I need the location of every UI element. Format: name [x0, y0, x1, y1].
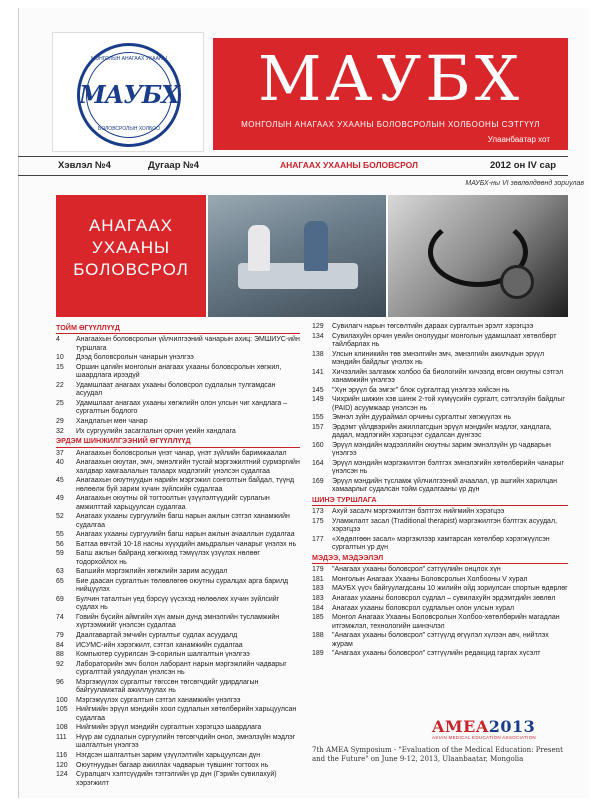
toc-list	[312, 508, 568, 552]
toc-entry	[312, 323, 568, 331]
toc-entry	[56, 651, 300, 659]
toc-entry	[312, 460, 568, 477]
toc-entry-title: Говийн бүсийн аймгийн хүн амын дунд эмнэлгийн тусламжийн хүртээмжийг үнэлсэн судалгаа	[76, 613, 280, 630]
toc-page-number: 149	[312, 396, 324, 404]
stethoscope-bell	[500, 265, 534, 299]
toc-page-number: 145	[312, 386, 324, 394]
toc-page-number: 108	[56, 724, 68, 732]
toc-entry-title: Нүүр ам судлалын сургуулийн төгсөгчдийн онол, эмнэлзүйн мэдлэг шалгалтын үнэлгээ	[76, 733, 296, 750]
toc-page-number: 179	[312, 566, 324, 574]
toc-entry-title: Улсын клиникийн төв эмнэлгийн эмч, эмнэлгийн ажилчдын эрүүл мэндийн байдлыг үнэлэх нь	[332, 350, 545, 366]
toc-page-number: 88	[56, 651, 64, 659]
amea-logo	[432, 717, 535, 736]
banner-title-block	[56, 195, 206, 317]
toc-page-number: 49	[56, 495, 64, 503]
doctor-figure	[248, 225, 270, 271]
toc-entry-title: Ахуй засалч мэргэжилтэн бэлтгэх нийгмийн хэрэгцээ	[332, 508, 505, 516]
toc-entry-title: Анагаах ухааны боловсрол судлал – сувилахуйн эрдэмтдийн зөвлөл	[332, 594, 556, 602]
toc-page-number: 74	[56, 613, 64, 621]
toc-entry-title: Багшийн мэргэжлийн хөгжлийн зарим асуудал	[76, 568, 228, 576]
toc-entry-title: Чихрийн шижин хэв шинж 2-той хүмүүсийн сургалт, сэтгэлзүйн байдлыг (PAID) асуумжаар үнэлсэн нь	[332, 396, 565, 412]
toc-entry	[56, 614, 300, 631]
toc-entry	[312, 595, 568, 603]
toc-entry-title: Анагаахын боловсролын үйлчилгээний чанарын ахиц: ЭМШИУС-ийн туршлага	[76, 336, 300, 352]
toc-entry-title: Булчин таталтын үед бэрсүү үүсэхэд нөлөөлөх хүчин зүйлсийг судлах нь	[76, 595, 280, 612]
toc-entry	[56, 578, 300, 595]
toc-page-number: 129	[312, 323, 324, 330]
toc-page-number: 37	[56, 449, 64, 457]
toc-page-number: 189	[312, 650, 324, 658]
toc-entry-title: Лабораторийн эмч болон лаборант нарын мэргэжлийн чадварыг сургалттай уялдуулан үнэлсэн нь	[76, 660, 287, 677]
toc-entry	[56, 642, 300, 650]
toc-page-number: 55	[56, 531, 64, 539]
toc-entry	[312, 396, 568, 413]
toc-entry-title: Анагаах ухааны сургуулийн багш нарын ажлын ачааллын судалгаа	[76, 531, 295, 539]
toc-entry	[56, 354, 300, 362]
toc-entry-title: Сувилагч нарын төгсөлтийн дараах сургалтын эрэлт хэрэгцээ	[332, 323, 534, 330]
toc-entry-title: Удамшлаат анагаах ухааны боловсрол судлалын тулгамдсан асуудал	[76, 382, 276, 398]
toc-page-number: 4	[56, 336, 60, 344]
toc-entry-title: Эмнэл зүйн дуураймал орчины сургалтыг хөгжүүлэх нь	[332, 414, 512, 422]
toc-page-number: 155	[312, 414, 324, 422]
toc-list	[56, 450, 300, 788]
toc-page-number: 185	[312, 614, 324, 622]
journal-city: Улаанбаатар хот	[487, 135, 550, 144]
toc-entry	[312, 387, 568, 395]
toc-entry	[56, 706, 300, 723]
toc-entry-title: Нийгмийн эрүүл мэндийн сургалтын хэрэгцээ шаардлага	[76, 724, 262, 732]
toc-page-number: 188	[312, 632, 324, 640]
toc-page-number: 160	[312, 441, 324, 449]
toc-entry	[312, 424, 568, 441]
toc-entry	[56, 734, 300, 751]
toc-entry	[56, 428, 300, 436]
toc-entry	[56, 450, 300, 458]
amea-announcement	[312, 717, 568, 775]
toc-page-number: 124	[56, 771, 68, 779]
toc-list	[312, 566, 568, 658]
issue-theme: АНАГААХ УХААНЫ БОЛОВСРОЛ	[280, 160, 419, 170]
toc-entry-title: Мэргэжүүлэх сургалтыг төгссөн төгсөгчдийг удирдлагын байгууламжтай ажиллуулах нь	[76, 678, 259, 695]
toc-page-number: 96	[56, 678, 64, 686]
toc-page-number: 164	[312, 459, 324, 467]
toc-entry-title: Бие даасан сургалтын төлөвлөгөө оюутны суралцах арга барилд нийцүүлэх	[76, 577, 289, 594]
toc-entry	[312, 351, 568, 368]
issue-volume: Хэвлэл №4	[58, 160, 111, 171]
toc-entry	[56, 661, 300, 678]
toc-entry	[312, 566, 568, 574]
toc-entry-title: "Хүн эрүүл ба эмгэг" блок сургалтад үнэлгээ хийсэн нь	[332, 386, 510, 394]
issue-bar	[18, 156, 568, 176]
toc-list	[312, 323, 568, 495]
toc-page-number: 32	[56, 427, 64, 435]
toc-page-number: 120	[56, 761, 68, 769]
toc-page-number: 175	[312, 517, 324, 525]
toc-entry	[312, 369, 568, 386]
stethoscope-photo	[388, 195, 568, 317]
toc-entry	[312, 414, 568, 422]
toc-entry	[312, 650, 568, 658]
toc-entry	[56, 400, 300, 417]
toc-entry-title: "Анагаах ухааны боловсрол" сэтгүүлийн редакцид гаргах хүсэлт	[332, 650, 541, 658]
toc-entry-title: Уламжлалт засал (Traditional therapist) мэргэжилтэн бэлтгэх асуудал, хэрэгцээ	[332, 517, 557, 534]
toc-page-number: 69	[56, 595, 64, 603]
seal-word: МАУБХ	[79, 80, 179, 109]
toc-entry	[56, 541, 300, 549]
toc-entry	[56, 724, 300, 732]
toc-page-number: 56	[56, 540, 64, 548]
masthead	[213, 38, 568, 150]
section-rule	[312, 505, 568, 506]
toc-entry-title: Эрдэмт үйлдвэрийн ажиллагсдын эрүүл мэндийн мэдлэг, хандлага, дадал, мэдлэгийн хэрэгцээг судалсан дүнгээс	[332, 423, 552, 440]
seal-arc-bottom: БОЛОВСРОЛЫН ХОЛБОО	[97, 126, 161, 132]
toc-entry-title: Суралцагч хэлтсүүдийн тэтгэлгийн үр дүн (Гэрийн сувилахуй) хэрэгжилт	[76, 771, 277, 787]
toc-entry	[312, 518, 568, 535]
toc-entry-title: Дээд боловсролын чанарын үнэлгээ	[76, 354, 194, 362]
amea-association: ASIAN MEDICAL EDUCATION ASSOCIATION	[432, 735, 536, 740]
toc-entry	[56, 568, 300, 576]
section-rule	[56, 333, 300, 334]
toc-entry	[56, 513, 300, 530]
toc-entry	[56, 550, 300, 567]
amea-year: 2013	[488, 717, 536, 736]
toc-entry-title: Эрүүл мэндийн мэдээллийн оюутны зарим эмнэлзүйн ур чадварын үнэлгээ	[332, 441, 551, 458]
toc-entry-title: Сувилахуйн орчин үеийн онолуудыг монголын удамшлаат хөтөлбөрт тайлбарлах нь	[332, 332, 557, 348]
toc-entry	[56, 697, 300, 705]
toc-left-column	[56, 323, 300, 789]
toc-entry	[312, 478, 568, 495]
toc-entry-title: Хандлагын мөн чанар	[76, 418, 148, 425]
toc-page-number: 100	[56, 696, 68, 704]
section-heading: ЭРДЭМ ШИНЖИЛГЭЭНИЙ ӨГҮҮЛЛҮҮД	[56, 436, 191, 446]
toc-page-number: 181	[312, 575, 324, 583]
toc-page-number: 183	[312, 585, 324, 593]
issue-number: Дугаар №4	[148, 160, 200, 171]
toc-page-number: 184	[312, 604, 324, 612]
toc-entry	[56, 771, 300, 788]
toc-entry-title: Оршин цагийн монголын анагаах ухааны боловсролын хөгжил, шаардлага ирээдүй	[76, 364, 282, 380]
toc-entry-title: Анагаах ухааны сургуулийн багш нарын ажлын сэтгэл ханамжийн судалгаа	[76, 513, 290, 529]
toc-page-number: 59	[56, 550, 64, 558]
maubh-seal-logo	[77, 43, 181, 147]
toc-entry-title: Мэргэжүүлэх сургалтын сэтгэл ханамжийн үнэлгээ	[76, 696, 241, 704]
toc-entry	[56, 531, 300, 539]
toc-page-number: 169	[312, 477, 324, 485]
toc-entry	[56, 459, 300, 476]
dedication-note: МАУБХ-ны VI зөвлөлдөөнд зориулав	[465, 180, 584, 187]
toc-entry-title: Анагаахын боловсролын үнэт чанар, үнэт зүйлийн баримжаалал	[76, 449, 287, 457]
toc-page-number: 63	[56, 568, 64, 576]
toc-list	[56, 336, 300, 436]
toc-entry-title: МАУБХ үүсч байгуулагдсаны 10 жилийн ойд зориулсан спортын өдөрлөг	[332, 585, 568, 593]
toc-page-number: 116	[56, 751, 68, 759]
toc-page-number: 183	[312, 594, 324, 602]
toc-page-number: 15	[56, 364, 64, 371]
toc-entry	[312, 632, 568, 649]
toc-entry	[56, 495, 300, 512]
logo-box	[52, 32, 204, 152]
toc-entry-title: Монголын Анагаах Ухааны Боловсролын Холбооны V хурал	[332, 575, 528, 583]
section-rule	[312, 563, 568, 564]
banner-line-1: АНАГААХ	[88, 216, 174, 235]
toc-page-number: 173	[312, 508, 324, 516]
toc-entry	[312, 333, 568, 350]
toc-page-number: 105	[56, 706, 68, 714]
toc-entry-title: Оюутнуудын багаар ажиллах чадварын түвшинг тогтоох нь	[76, 761, 269, 769]
toc-entry-title: Компьютер суурилсан Э-сорилын шалгалтын үнэлгээ	[76, 651, 250, 659]
toc-entry-title: Удамшлаат анагаах ухааны хөгжлийн олон улсын чиг хандлага – сургалтын бодлого	[76, 400, 288, 416]
toc-entry	[56, 364, 300, 381]
toc-page-number: 92	[56, 660, 64, 668]
toc-entry	[56, 679, 300, 696]
nurse-figure	[304, 221, 328, 271]
toc-entry-title: Анагаах ухааны боловсрол судлалын олон улсын хурал	[332, 604, 515, 612]
toc-entry	[312, 536, 568, 553]
banner-line-2: УХААНЫ	[91, 238, 171, 257]
toc-page-number: 84	[56, 641, 64, 649]
toc-entry	[312, 614, 568, 631]
toc-page-number: 45	[56, 477, 64, 485]
toc-entry-title: Их сургуулийн засаглалын орчин үеийн хандлага	[76, 427, 236, 435]
hospital-photo	[208, 195, 386, 317]
toc-page-number: 25	[56, 400, 64, 407]
toc-entry-title: Нэгдсэн шалгалтын зарим үзүүлэлтийн харьцуулсан дүн	[76, 751, 261, 759]
issue-date: 2012 он IV сар	[489, 160, 556, 171]
cover-banner	[56, 195, 568, 317]
toc-page-number: 177	[312, 535, 324, 543]
toc-page-number: 138	[312, 350, 324, 358]
toc-page-number: 10	[56, 354, 64, 362]
amea-name: AMEA	[432, 717, 489, 736]
toc-page-number: 141	[312, 368, 324, 376]
toc-entry-title: "Анагаах ухааны боловсрол" сэтгүүлийн онцлох хүн	[332, 566, 501, 574]
toc-entry-title: Анагаахын оюутан, эмч, эмнэлгийн тусгай мэргэжилтний сурмэргийн халдвар хамгаалалын талаарх мэдлэгийг үнэлсэн судалгаа	[76, 459, 300, 475]
toc-entry	[56, 752, 300, 760]
section-heading: ШИНЭ ТУРШЛАГА	[312, 494, 377, 504]
toc-page-number: 22	[56, 382, 64, 389]
toc-entry	[312, 508, 568, 516]
toc-page-number: 157	[312, 423, 324, 431]
toc-entry-title: Даалгавартай эмчийн сургалтыг судлах асуудалд	[76, 631, 238, 639]
toc-entry-title: Эрүүл мэндийн түсламж үйлчилгээний ачаалал, үр ашгийн харилцан хамаарлыг судалсан тойм судалгааны үр дүн	[332, 477, 557, 494]
toc-entry	[56, 418, 300, 426]
toc-entry-title: Хичээлийн залгамж холбоо ба биологийн хичээлд өгсөн оюутны сэтгэл ханамжийн үнэлгээ	[332, 368, 564, 384]
toc-entry-title: Монгол Анагаах Ухааны Боловсролын Холбоо-хөтөлбөрийн магадлан итгэмжлэл, технологийн шинэчлэл	[332, 614, 560, 630]
toc-page-number: 29	[56, 418, 64, 425]
toc-page-number: 134	[312, 332, 324, 340]
toc-entry	[56, 632, 300, 640]
banner-line-3: БОЛОВСРОЛ	[73, 260, 189, 279]
toc-entry-title: Багш ажлын байранд хөгжихөд тэмүүлэх үзүүлэх нөлөөг тодорхойлох нь	[76, 550, 260, 566]
toc-entry-title: «Хөдөлгөөн засал» мэргэжлээр хамтарсан хөтөлбөр хэрэгжүүлсэн сургалтын үр дүн	[332, 535, 550, 552]
toc-page-number: 111	[56, 733, 67, 741]
toc-page-number: 65	[56, 577, 64, 585]
toc-entry-title: Анагаахын оюутны ой тогтоолтын үзүүлэлтүүдийг сурлагын амжилттай харьцуулсан судалгаа	[76, 495, 270, 511]
toc-page-number: 52	[56, 513, 64, 521]
toc-entry	[56, 762, 300, 770]
amea-event-text: 7th AMEA Symposium - "Evaluation of the Medical Education: Present and the Future" on June 9-12, 2013, Ulaanbaatar, Mongolia	[312, 746, 563, 763]
toc-page-number: 79	[56, 631, 64, 639]
toc-entry-title: Нийгмийн эрүүл мэндийн хоол судлалын хөтөлбөрийн харьцуулсан судалгаа	[76, 706, 297, 722]
toc-entry	[312, 442, 568, 459]
toc-entry-title: Анагаахын оюутнуудын нарийн мэргэжил сонголтын байдал, түүнд нөлөөлж буй зарим хүчин зүйлсийн судалгаа	[76, 477, 295, 493]
toc-entry	[56, 336, 300, 353]
journal-title: МАУБХ	[258, 42, 523, 115]
toc-entry-title: Батгаа өвчтэй 10-18 насны хүүхдийн амьдралын чанарыг үнэлэх нь	[76, 540, 297, 548]
toc-entry	[56, 596, 300, 613]
toc-entry	[312, 576, 568, 584]
section-heading: ТОЙМ ӨГҮҮЛЛҮҮД	[56, 323, 120, 332]
section-heading: МЭДЭЭ, МЭДЭЭЛЭЛ	[312, 552, 384, 562]
journal-subtitle: МОНГОЛЫН АНАГААХ УХААНЫ БОЛОВСРОЛЫН ХОЛБООНЫ СЭТГҮҮЛ	[241, 120, 540, 129]
toc-entry-title: ИСУМС-ийн хэрэгжилт, сэтгэл ханамжийн судалгаа	[76, 641, 243, 649]
toc-entry-title: "Анагаах ухааны боловсрол" сэтгүүлд өгүүлэл хүлээн авч, нийтлэх журам	[332, 632, 549, 648]
toc-entry	[312, 585, 568, 593]
toc-entry-title: Эрүүл мэндийн мэргэжилтэн бэлтгэх эмнэлэгийн хөтөлбөрийн чанарыг үнэлсэн нь	[332, 459, 565, 476]
toc-entry	[56, 477, 300, 494]
toc-right-column	[312, 323, 568, 660]
seal-arc-top: МОНГОЛЫН АНАГААХ УХААНЫ	[91, 56, 167, 62]
toc-entry	[312, 605, 568, 613]
toc-page-number: 40	[56, 459, 64, 467]
toc-entry	[56, 382, 300, 399]
section-rule	[56, 447, 300, 448]
